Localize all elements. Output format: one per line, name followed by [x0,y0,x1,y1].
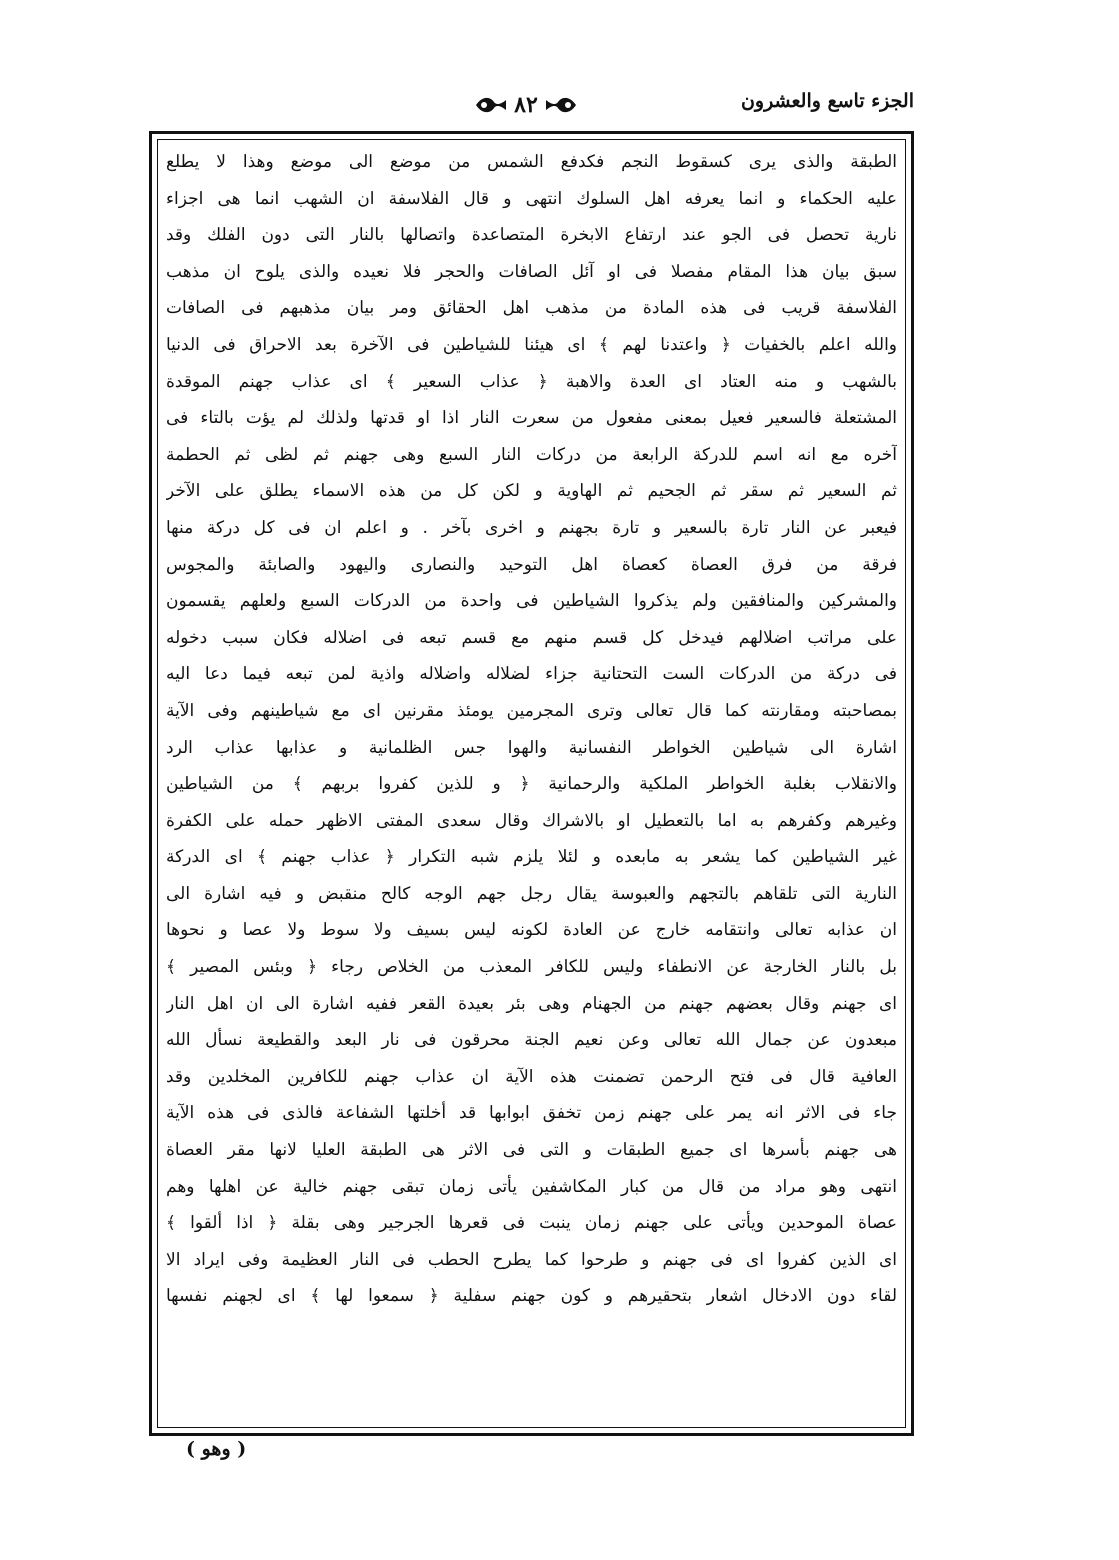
text-line: اشارة الى شياطين الخواطر النفسانية والهوا جس الظلمانية و عذابها عذاب الرد [166,737,897,758]
text-line: والمشركين والمنافقين ولم يذكروا الشياطين فى واحدة من الدركات السبع ولعلهم يقسمون [166,591,897,612]
running-title: الجزء تاسع والعشرون [740,90,914,112]
text-line: غير الشياطين كما يشعر به مابعده و لئلا يلزم شبه التكرار ﴿ عذاب جهنم ﴾ اى الدركة [166,847,897,868]
text-line: الفلاسفة قريب فى هذه المادة من مذهب اهل الحقائق ومر بيان مذهبهم فى الصافات [166,298,897,319]
text-line: سبق بيان هذا المقام مفصلا فى او آئل الصافات والحجر فلا نعيده والذى يلوح ان مذهب [166,261,897,282]
text-line: المشتعلة فالسعير فعيل بمعنى مفعول من سعرت النار اذا او قدتها ولذلك لم يؤت بالتاء فى [166,408,897,429]
page-number: ٨٢ [514,92,538,118]
text-line: آخره مع انه اسم للدركة الرابعة من دركات النار السبع وهى جهنم ثم لظى ثم الحطمة [166,444,897,465]
text-line: ان عذابه تعالى وانتقامه خارج عن العادة لكونه ليس بسيف ولا سوط ولا عصا و نحوها [166,920,897,941]
text-line: بالشهب و منه العتاد اى العدة والاهبة ﴿ عذاب السعير ﴾ اى عذاب جهنم الموقدة [166,371,897,392]
text-line: والانقلاب بغلبة الخواطر الملكية والرحمانية ﴿ و للذين كفروا بربهم ﴾ من الشياطين [166,774,897,795]
text-line: العافية قال فى فتح الرحمن تضمنت هذه الآية ان عذاب جهنم للكافرين المخلدين وقد [166,1066,897,1087]
page-number-block [466,88,586,122]
text-line: مبعدون عن جمال الله تعالى وعن نعيم الجنة محرقون فى نار البعد والقطيعة نسأل الله [166,1030,897,1051]
floral-bracket-icon [474,94,508,116]
text-line: فيعبر عن النار تارة بالسعير و تارة بجهنم و اخرى بآخر . و اعلم ان فى كل دركة منها [166,517,897,538]
text-line: بمصاحبته ومقارنته كما قال تعالى وترى المجرمين يومئذ مقرنين اى مع شياطينهم وفى الآية [166,700,897,721]
catchword: ( وهو ) [186,1438,247,1460]
text-frame [149,131,914,1436]
text-line: الطبقة والذى يرى كسقوط النجم فكدفع الشمس من موضع الى موضع وهذا لا يطلع [166,152,897,172]
page-header [150,88,914,124]
text-line: وغيرهم وكفرهم به اما بالتعطيل او بالاشراك وقال سعدى المفتى الاظهر حمله على الكفرة [166,810,897,831]
text-line: عليه الحكماء و انما يعرفه اهل السلوك انتهى و قال الفلاسفة ان الشهب انما هى اجزاء [166,188,897,209]
text-line: لقاء دون الادخال اشعار بتحقيرهم و كون جهنم سفلية ﴿ سمعوا لها ﴾ اى لجهنم نفسها [166,1286,897,1307]
text-line: بل بالنار الخارجة عن الانطفاء وليس للكافر المعذب من الخلاص رجاء ﴿ وبئس المصير ﴾ [166,957,897,978]
text-line: ثم السعير ثم سقر ثم الجحيم ثم الهاوية و لكن كل من هذه الاسماء يطلق على الآخر [166,481,897,502]
text-line: هى جهنم بأسرها اى جميع الطبقات و التى فى الاثر هى الطبقة العليا لانها مقر العصاة [166,1140,897,1161]
floral-bracket-icon [544,94,578,116]
text-line: النارية التى تلقاهم بالتجهم والعبوسة يقال رجل جهم الوجه كالح منقبض و فيه اشارة الى [166,883,897,904]
text-line: فى دركة من الدركات الست التحتانية جزاء لضلاله واضلاله واذية لمن تبعه فيما دعا اليه [166,664,897,685]
text-line: اى الذين كفروا اى فى جهنم و طرحوا كما يطرح الحطب فى النار العظيمة وفى ايراد الا [166,1249,897,1270]
text-line: انتهى وهو مراد من قال من كبار المكاشفين يأتى زمان تبقى جهنم خالية عن اهلها وهم [166,1176,897,1197]
body-text [166,144,897,1425]
text-line: والله اعلم بالخفيات ﴿ واعتدنا لهم ﴾ اى هيئنا للشياطين فى الآخرة بعد الاحراق فى الدنيا [166,334,897,355]
text-line: على مراتب اضلالهم فيدخل كل قسم منهم مع قسم تبعه فى اضلاله فكان سبب دخوله [166,627,897,648]
text-line: جاء فى الاثر انه يمر على جهنم زمن تخفق ابوابها قد أخلتها الشفاعة فالذى فى هذه الآية [166,1103,897,1124]
text-line: نارية تحصل فى الجو عند ارتفاع الابخرة المتصاعدة واتصالها بالنار التى دون الفلك وقد [166,225,897,246]
text-line: فرقة من فرق العصاة كعصاة اهل التوحيد والنصارى واليهود والصابئة والمجوس [166,554,897,575]
text-line: عصاة الموحدين ويأتى على جهنم زمان ينبت فى قعرها الجرجير وهى بقلة ﴿ اذا ألقوا ﴾ [166,1213,897,1234]
text-line: اى جهنم وقال بعضهم جهنم من الجهنام وهى بئر بعيدة القعر ففيه اشارة الى ان اهل النار [166,993,897,1014]
